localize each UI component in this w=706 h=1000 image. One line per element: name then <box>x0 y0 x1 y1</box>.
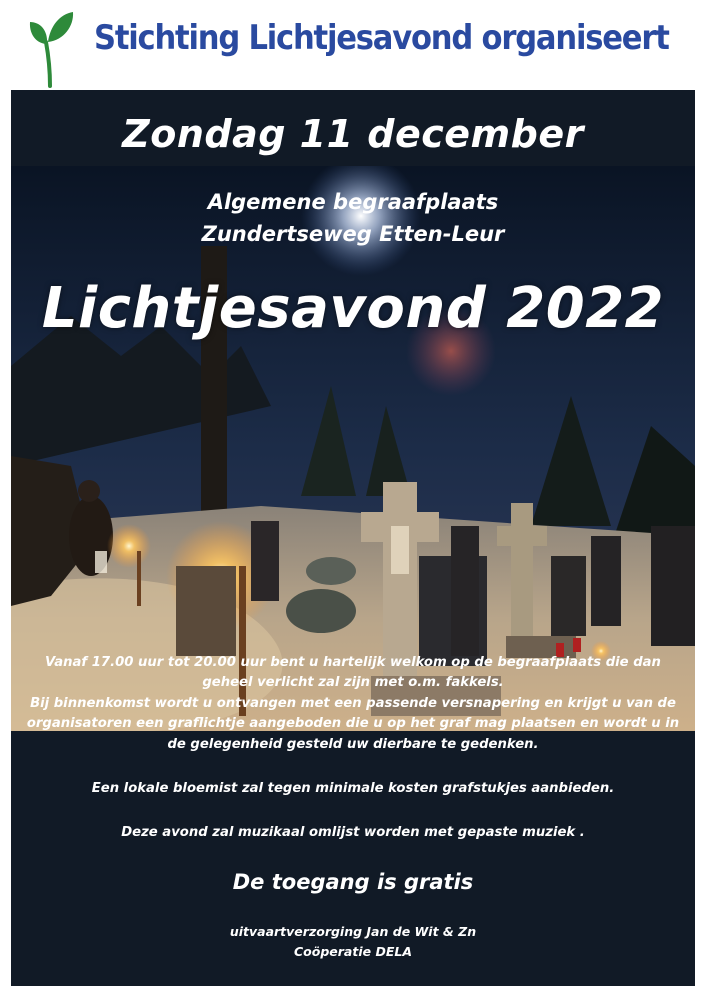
info-line: de gelegenheid gesteld uw dierbare te gedenken. <box>167 736 539 752</box>
header <box>0 0 706 88</box>
venue-name: Algemene begraafplaats <box>207 190 499 214</box>
sponsor-line: Coöperatie DELA <box>293 944 413 959</box>
info-line: Bij binnenkomst wordt u ontvangen met een passende versnapering en krijgt u van de <box>30 695 676 711</box>
info-line: Vanaf 17.00 uur tot 20.00 uur bent u hartelijk welkom op de begraafplaats die dan <box>45 655 661 670</box>
sponsor-line: uitvaartverzorging Jan de Wit & Zn <box>229 924 477 939</box>
info-line: organisatoren een graflichtje aangeboden die u op het graf mag plaatsen en wordt u in <box>26 716 680 732</box>
free-entry-note: De toegang is gratis <box>232 870 474 894</box>
venue-address: Zundertseweg Etten-Leur <box>201 222 505 246</box>
info-paragraph <box>11 653 695 755</box>
event-date: Zondag 11 december <box>122 112 584 156</box>
sprout-logo-icon <box>26 8 76 88</box>
event-poster <box>11 90 695 986</box>
music-paragraph: Deze avond zal muzikaal omlijst worden met gepaste muziek . <box>121 825 585 840</box>
organization-title: Stichting Lichtjesavond organiseert <box>94 18 669 58</box>
night-cemetery-photo <box>11 166 695 731</box>
event-title: Lichtjesavond 2022 <box>41 276 665 341</box>
florist-paragraph: Een lokale bloemist zal tegen minimale kosten grafstukjes aanbieden. <box>91 781 615 796</box>
info-line: geheel verlicht zal zijn met o.m. fakkels. <box>202 675 504 691</box>
